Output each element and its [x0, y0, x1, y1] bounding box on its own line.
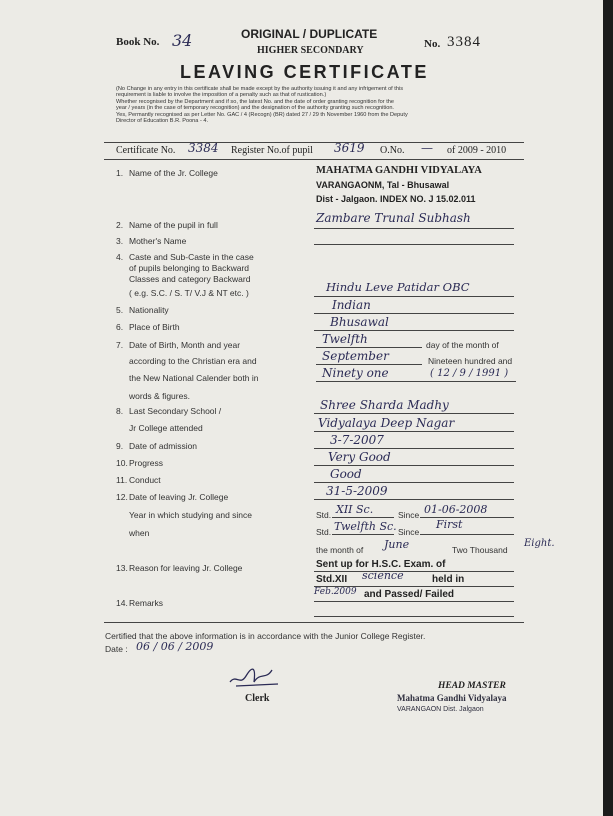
- field-underline: [332, 534, 394, 535]
- since-value: First: [436, 518, 463, 531]
- leaving-label-line: when: [129, 528, 150, 538]
- number-label: No.: [424, 38, 441, 50]
- last-school-label-line: Last Secondary School /: [129, 406, 222, 416]
- certificate-no-value: 3384: [188, 141, 219, 155]
- field-underline: [314, 616, 514, 617]
- field-underline: [332, 517, 394, 518]
- nationality-label: Nationality: [129, 305, 169, 315]
- nationality-value: Indian: [332, 298, 371, 312]
- field-underline: [314, 296, 514, 297]
- mother-name-label: Mother's Name: [129, 236, 187, 246]
- ono-value: —: [421, 141, 433, 155]
- conduct-label: Conduct: [129, 475, 161, 485]
- field-number: 4.: [116, 252, 124, 262]
- fine-print-line: year / years (in the case of temporary recognition) and the designation of the authority granting such recognition.: [116, 105, 394, 112]
- dob-nineteen-text: Nineteen hundred and: [428, 356, 513, 366]
- remarks-label: Remarks: [129, 598, 164, 608]
- thousand-text: Two Thousand: [452, 545, 508, 555]
- head-master-label: HEAD MASTER: [438, 681, 506, 691]
- caste-label-line: of pupils belonging to Backward: [129, 263, 250, 273]
- field-underline: [314, 499, 514, 500]
- field-number: 5.: [116, 305, 124, 315]
- field-number: 3.: [116, 236, 124, 246]
- copy-type: ORIGINAL / DUPLICATE: [241, 27, 378, 41]
- birth-place-label: Place of Birth: [129, 322, 180, 332]
- thousand-value: Eight.: [524, 538, 555, 549]
- divider: [104, 622, 524, 623]
- since-label: Since: [398, 527, 420, 537]
- clerk-label: Clerk: [245, 693, 270, 704]
- divider: [104, 142, 524, 143]
- divider: [104, 159, 524, 160]
- dob-day-text: day of the month of: [426, 340, 499, 350]
- field-underline: [314, 413, 514, 414]
- field-underline: [314, 313, 514, 314]
- field-underline: [314, 601, 514, 602]
- std-value: XII Sc.: [336, 503, 374, 516]
- level-heading: HIGHER SECONDARY: [257, 45, 364, 56]
- since-value: 01-06-2008: [424, 503, 488, 516]
- academic-year: of 2009 - 2010: [447, 145, 507, 156]
- leaving-label-line: Year in which studying and since: [129, 510, 253, 520]
- field-number: 14.: [116, 598, 128, 608]
- progress-label: Progress: [129, 458, 164, 468]
- field-underline: [314, 571, 514, 572]
- field-number: 13.: [116, 563, 128, 573]
- dob-label-line: according to the Christian era and: [129, 356, 257, 366]
- last-school-label-line: Jr College attended: [129, 423, 203, 433]
- dob-figures: ( 12 / 9 / 1991 ): [430, 368, 509, 379]
- certified-statement: Certified that the above information is in accordance with the Junior College Register.: [105, 631, 426, 641]
- admission-value: 3-7-2007: [330, 433, 384, 447]
- dob-label-line: Date of Birth, Month and year: [129, 340, 241, 350]
- field-number: 7.: [116, 340, 124, 350]
- fine-print-line: (No Change in any entry in this certificate shall be made except by the authority issuing it and any infrigement of this: [116, 86, 403, 92]
- fine-print-line: requirement is liable to involve the imposition of a penalty such as that of rustication.): [116, 92, 327, 99]
- page-title: LEAVING CERTIFICATE: [180, 62, 429, 82]
- field-underline: [314, 228, 514, 229]
- pupil-name-value: Zambare Trunal Subhash: [316, 211, 471, 225]
- dob-label-line: the New National Calender both in: [129, 373, 259, 383]
- field-number: 8.: [116, 406, 124, 416]
- clerk-signature: [226, 660, 286, 692]
- date-label: Date :: [105, 644, 128, 654]
- progress-value: Very Good: [328, 450, 391, 464]
- field-underline: [314, 448, 514, 449]
- reason-line: Sent up for H.S.C. Exam. of: [316, 559, 446, 570]
- field-underline: [314, 330, 514, 331]
- field-number: 1.: [116, 168, 124, 178]
- book-label: Book No.: [116, 36, 160, 48]
- certificate-no-label: Certificate No.: [116, 145, 176, 156]
- field-underline: [314, 482, 514, 483]
- field-underline: [420, 517, 514, 518]
- field-number: 12.: [116, 492, 128, 502]
- field-number: 6.: [116, 322, 124, 332]
- admission-label: Date of admission: [129, 441, 198, 451]
- std-label: Std.: [316, 510, 332, 520]
- school-stamp: Mahatma Gandhi Vidyalaya: [397, 693, 507, 703]
- register-no-value: 3619: [334, 141, 365, 155]
- field-underline: [314, 244, 514, 245]
- fine-print-line: Whether recognised by the Department and if so, the latest No. and the date of order granting recognition for the: [116, 98, 394, 105]
- field-underline: [316, 364, 422, 365]
- reason-label: Reason for leaving Jr. College: [129, 563, 243, 573]
- leaving-date-value: 31-5-2009: [326, 484, 388, 498]
- remarks-value: and Passed/ Failed: [364, 589, 455, 600]
- month-value: June: [384, 538, 410, 551]
- reason-line: science: [362, 569, 404, 582]
- scan-background-edge: [603, 0, 613, 816]
- college-index: Dist - Jalgaon. INDEX NO. J 15.02.011: [316, 194, 476, 204]
- month-label: the month of: [316, 545, 364, 555]
- fine-print-line: Yes, Permantly recognised as per Letter No. GAC / 4 (Recogn) (BR) dated 27 / 29 th November 1960 from the Deputy: [116, 111, 408, 118]
- dob-month-value: September: [322, 349, 389, 363]
- fine-print-line: Director of Education B.R. Poona - 4.: [116, 118, 209, 125]
- caste-value: Hindu Leve Patidar OBC: [326, 280, 470, 294]
- last-school-value: Vidyalaya Deep Nagar: [318, 416, 455, 430]
- reason-line: held in: [432, 574, 465, 585]
- pupil-name-label: Name of the pupil in full: [129, 220, 218, 230]
- field-underline: [316, 381, 516, 382]
- field-underline: [316, 347, 422, 348]
- caste-label-line: Classes and category Backward: [129, 274, 251, 284]
- field-underline: [420, 534, 514, 535]
- dob-year-value: Ninety one: [322, 366, 389, 380]
- register-no-label: Register No.of pupil: [231, 145, 313, 156]
- fine-print: [116, 86, 526, 124]
- field-number: 2.: [116, 220, 124, 230]
- field-number: 11.: [116, 475, 128, 485]
- since-label: Since: [398, 510, 420, 520]
- caste-label-line: ( e.g. S.C. / S. T/ V.J & NT etc. ): [129, 288, 249, 298]
- field-number: 10.: [116, 458, 128, 468]
- last-school-value: Shree Sharda Madhy: [320, 398, 449, 412]
- date-value: 06 / 06 / 2009: [136, 640, 214, 653]
- ono-label: O.No.: [380, 145, 405, 156]
- field-underline: [314, 431, 514, 432]
- caste-label-line: Caste and Sub-Caste in the case: [129, 252, 254, 262]
- college-name: MAHATMA GANDHI VIDYALAYA: [316, 165, 482, 176]
- dob-label-line: words & figures.: [129, 391, 190, 401]
- school-stamp: VARANGAON Dist. Jalgaon: [397, 706, 484, 713]
- field-underline: [314, 465, 514, 466]
- birth-place-value: Bhusawal: [330, 315, 389, 329]
- dob-day-value: Twelfth: [322, 332, 368, 346]
- field-number: 9.: [116, 441, 124, 451]
- college-address: VARANGAONM, Tal - Bhusawal: [316, 180, 450, 190]
- reason-line: Std.XII: [316, 574, 348, 585]
- leaving-label-line: Date of leaving Jr. College: [129, 492, 229, 502]
- book-number: 34: [172, 31, 193, 50]
- conduct-value: Good: [330, 467, 362, 481]
- std-value: Twelfth Sc.: [334, 520, 397, 533]
- college-label: Name of the Jr. College: [129, 168, 218, 178]
- std-label: Std.: [316, 527, 332, 537]
- remarks-value: Feb.2009: [314, 587, 357, 597]
- certificate-serial-number: 3384: [447, 34, 481, 50]
